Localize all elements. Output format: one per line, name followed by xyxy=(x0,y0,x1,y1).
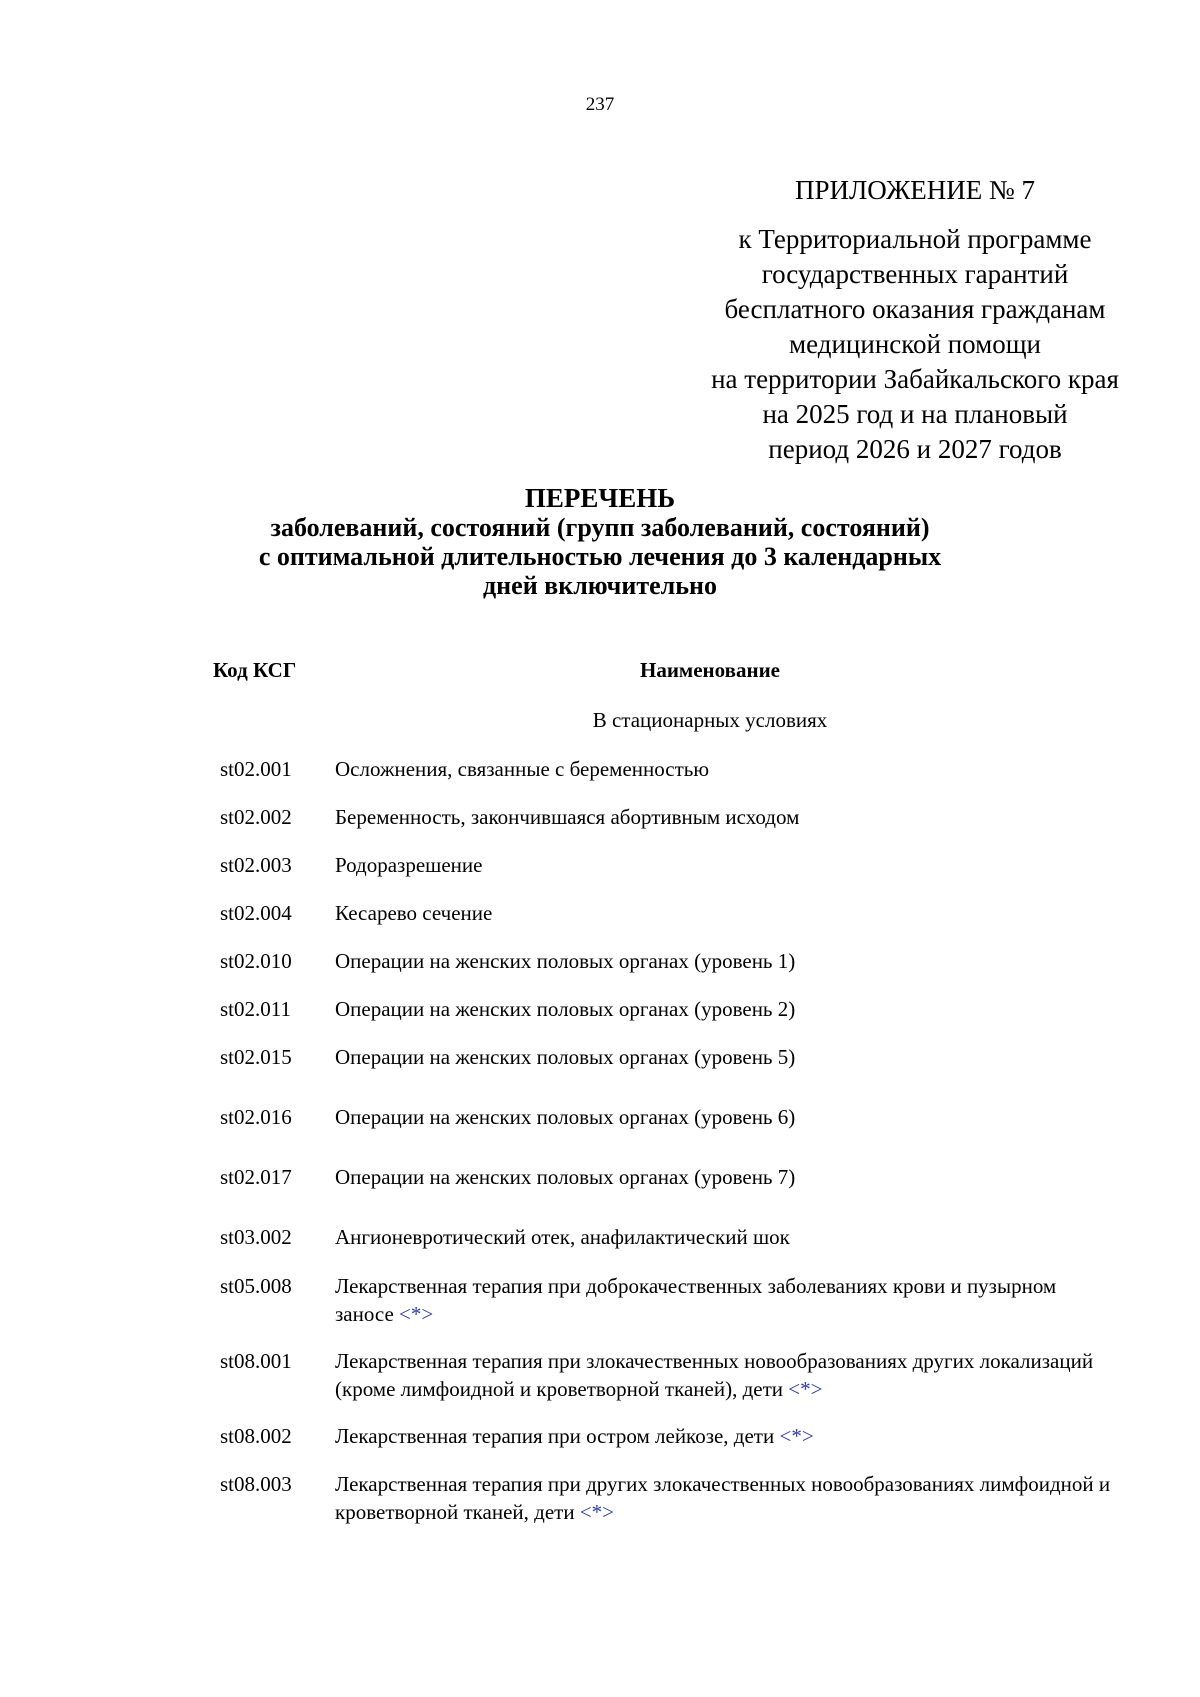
appendix-line: к Территориальной программе xyxy=(738,224,1092,254)
ksg-name-text: Беременность, закончившаяся абортивным исходом xyxy=(335,805,800,829)
ksg-code: st02.003 xyxy=(220,853,292,877)
appendix-title: ПРИЛОЖЕНИЕ № 7 xyxy=(794,175,1036,205)
heading-line: дней включительно xyxy=(483,571,717,600)
ksg-code: st08.003 xyxy=(220,1472,292,1496)
heading-line: с оптимальной длительностью лечения до 3 календарных xyxy=(258,542,942,571)
ksg-name-text: Операции на женских половых органах (уровень 1) xyxy=(335,949,796,973)
ksg-name-text: Осложнения, связанные с беременностью xyxy=(335,757,710,781)
page-number: 237 xyxy=(585,94,615,115)
appendix-line: период 2026 и 2027 годов xyxy=(768,434,1062,464)
ksg-code: st02.011 xyxy=(220,997,291,1021)
ksg-name-text: Операции на женских половых органах (уровень 6) xyxy=(335,1105,796,1129)
appendix-line: на 2025 год и на плановый xyxy=(762,399,1068,429)
footnote-link[interactable]: <*> xyxy=(579,1500,615,1524)
ksg-code: st08.001 xyxy=(220,1349,292,1373)
ksg-code: st02.016 xyxy=(220,1105,292,1129)
ksg-code: st02.015 xyxy=(220,1045,292,1069)
ksg-name xyxy=(335,899,1115,927)
ksg-name-text: Операции на женских половых органах (уровень 7) xyxy=(335,1165,796,1189)
ksg-name xyxy=(335,803,1115,831)
ksg-name xyxy=(335,851,1115,879)
ksg-name-text: Лекарственная терапия при других злокачественных новообразованиях лимфоидной и кроветворной тканей, дети xyxy=(335,1472,1111,1524)
ksg-name xyxy=(335,995,1115,1023)
appendix-line: бесплатного оказания гражданам xyxy=(724,294,1106,324)
ksg-name xyxy=(335,1347,1115,1403)
appendix-line: медицинской помощи xyxy=(789,329,1041,359)
appendix-line: государственных гарантий xyxy=(761,259,1069,289)
ksg-name-text: Операции на женских половых органах (уровень 2) xyxy=(335,997,796,1021)
ksg-name-text: Ангионевротический отек, анафилактический шок xyxy=(335,1225,790,1249)
column-header-name: Наименование xyxy=(640,658,780,682)
ksg-name-text: Лекарственная терапия при злокачественных новообразованиях других локализаций (кроме лимфоидной и кроветворной тканей), дети xyxy=(335,1349,1094,1401)
ksg-name-text: Лекарственная терапия при остром лейкозе, дети xyxy=(335,1424,775,1448)
document-heading xyxy=(200,484,1000,600)
footnote-link[interactable]: <*> xyxy=(399,1302,434,1326)
appendix-line: на территории Забайкальского края xyxy=(711,364,1119,394)
ksg-code: st05.008 xyxy=(220,1274,292,1298)
ksg-name xyxy=(335,947,1115,975)
ksg-name-text: Лекарственная терапия при доброкачественных заболеваниях крови и пузырном заносе xyxy=(335,1274,1057,1326)
ksg-name-text: Родоразрешение xyxy=(335,853,483,877)
ksg-name xyxy=(335,1272,1115,1328)
ksg-code: st08.002 xyxy=(220,1424,292,1448)
footnote-link[interactable]: <*> xyxy=(779,1424,814,1448)
ksg-name xyxy=(335,1043,1115,1071)
ksg-name xyxy=(335,1163,1115,1191)
heading-title: ПЕРЕЧЕНЬ xyxy=(524,483,676,513)
ksg-code: st02.010 xyxy=(220,949,292,973)
ksg-name xyxy=(335,1422,1115,1450)
ksg-code: st03.002 xyxy=(220,1225,292,1249)
column-header-code: Код КСГ xyxy=(213,658,297,682)
appendix-subtitle xyxy=(690,222,1140,467)
section-label: В стационарных условиях xyxy=(592,708,828,732)
ksg-code: st02.001 xyxy=(220,757,292,781)
footnote-link[interactable]: <*> xyxy=(788,1377,823,1401)
ksg-name-text: Кесарево сечение xyxy=(335,901,493,925)
heading-line: заболеваний, состояний (групп заболеваний, состояний) xyxy=(270,513,930,542)
ksg-name xyxy=(335,1470,1115,1526)
ksg-name xyxy=(335,755,1115,783)
ksg-name xyxy=(335,1103,1115,1131)
ksg-code: st02.002 xyxy=(220,805,292,829)
ksg-name-text: Операции на женских половых органах (уровень 5) xyxy=(335,1045,796,1069)
ksg-name xyxy=(335,1223,1115,1251)
ksg-code: st02.004 xyxy=(220,901,292,925)
ksg-code: st02.017 xyxy=(220,1165,292,1189)
